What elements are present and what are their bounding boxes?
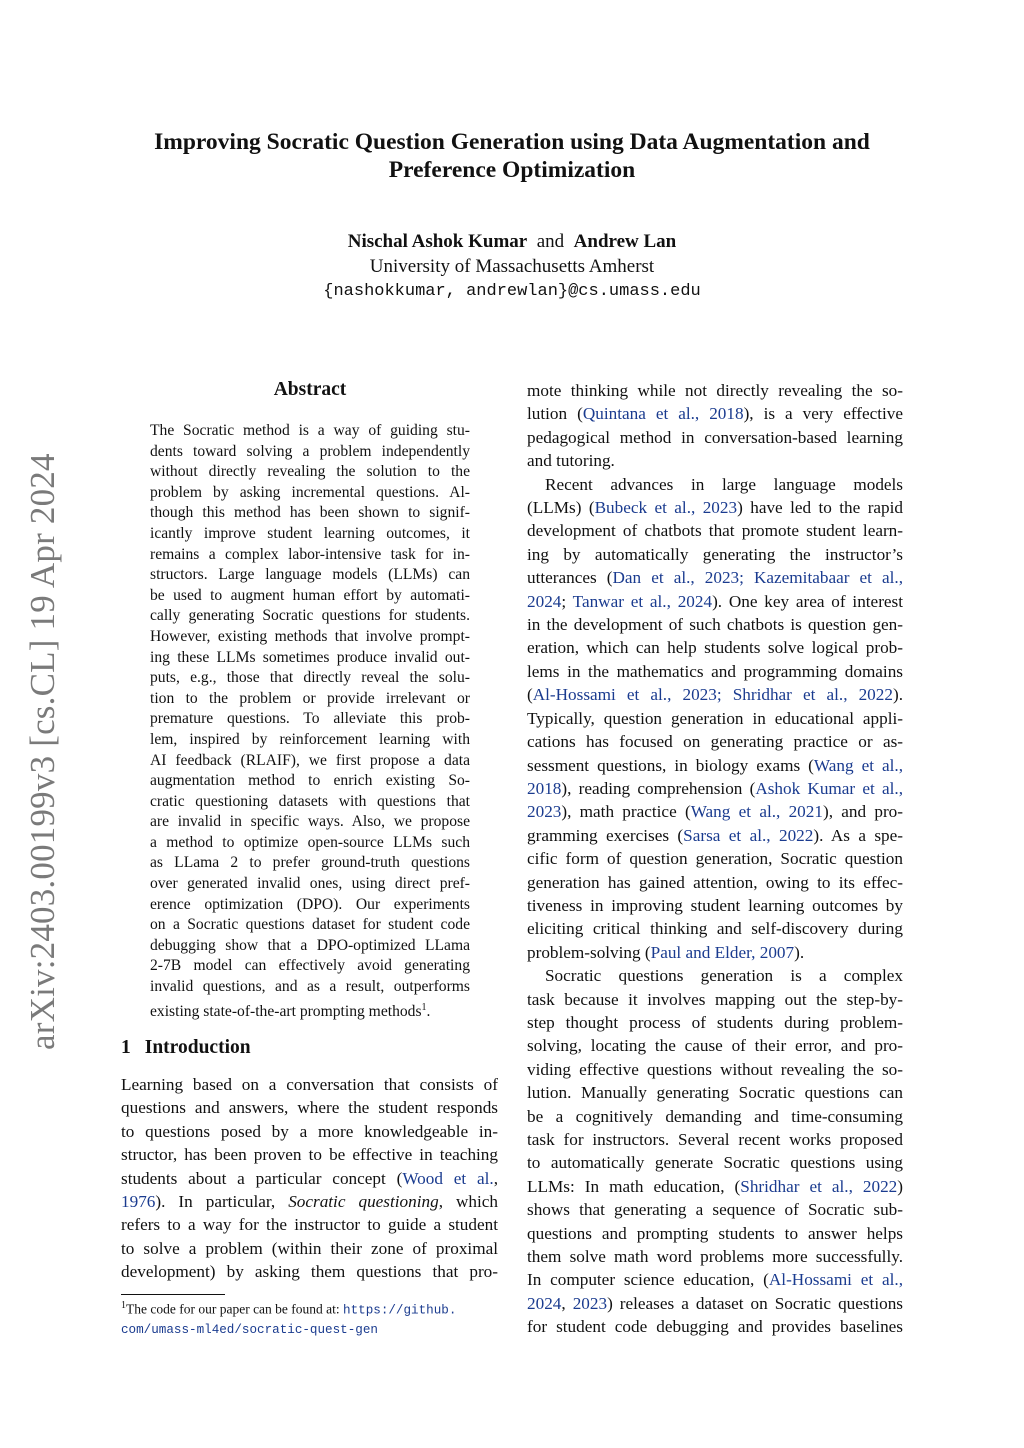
- text-line: [527, 824, 903, 847]
- text-line: [527, 1034, 903, 1057]
- text-run: In computer science education, (: [527, 1270, 769, 1290]
- abstract-line: problem by asking incremental questions. Al-: [150, 483, 470, 501]
- text-line: [527, 707, 903, 730]
- text-run: , which: [438, 1192, 498, 1212]
- text-line: [527, 777, 903, 800]
- abstract-line: augmentation method to enrich existing So-: [150, 772, 470, 790]
- text-line: [527, 1128, 903, 1151]
- citation-link[interactable]: 1976: [121, 1192, 156, 1212]
- abstract-last-line: [150, 998, 470, 1023]
- text-line: [527, 988, 903, 1011]
- abstract-heading: Abstract: [273, 379, 347, 400]
- author-1: Nischal Ashok Kumar: [347, 231, 528, 252]
- text-line: [527, 964, 903, 987]
- text-run: questions and prompting students to answer helps: [527, 1223, 903, 1243]
- abstract-line: a method to optimize open-source LLMs such: [150, 833, 470, 851]
- text-run: ).: [794, 942, 805, 962]
- text-line: [527, 496, 903, 519]
- text-line: [121, 1073, 498, 1096]
- text-line: [527, 1245, 903, 1268]
- text-line: [527, 1222, 903, 1245]
- footnote: [121, 1297, 501, 1339]
- text-line: [121, 1213, 498, 1236]
- text-run: ) releases a dataset on Socratic questions: [607, 1293, 903, 1313]
- text-run: shows that generating a sequence of Socratic sub-: [527, 1200, 903, 1220]
- text-run: ), math practice (: [561, 802, 691, 822]
- citation-link[interactable]: Wang et al., 2021: [690, 802, 823, 822]
- abstract-line: are invalid in specific ways. Also, we propose: [150, 813, 470, 831]
- text-run: be a cognitively demanding and time-consuming: [527, 1106, 903, 1126]
- paper-title: [100, 128, 924, 184]
- text-run: eration, which can help students solve logical prob-: [527, 638, 903, 658]
- title-line-1: Improving Socratic Question Generation using Data Augmentation and: [154, 129, 870, 155]
- text-run: ): [897, 1176, 903, 1196]
- footnote-text: The code for our paper can be found at:: [126, 1301, 344, 1317]
- author-names: [100, 229, 924, 254]
- text-run: tiveness in improving student learning outcomes by: [527, 895, 903, 915]
- text-line: [527, 1268, 903, 1291]
- text-run: development) by asking them questions that pro-: [121, 1262, 498, 1282]
- citation-link[interactable]: Al-Hossami et al.,: [768, 1270, 903, 1290]
- author-conjunction: and: [536, 231, 565, 252]
- abstract-line: cally generating Socratic questions for students.: [150, 607, 470, 625]
- abstract-line: on a Socratic questions dataset for student code: [150, 916, 470, 934]
- text-run: cific form of question generation, Socratic question: [527, 849, 903, 869]
- text-line: [527, 894, 903, 917]
- text-run: (LLMs) (: [527, 498, 595, 518]
- text-line: [527, 1151, 903, 1174]
- text-run: ), and pro-: [822, 802, 903, 822]
- text-run: to solve a problem (within their zone of proximal: [121, 1238, 498, 1258]
- intro-right-column: [527, 379, 903, 1339]
- text-line: [527, 847, 903, 870]
- text-line: [527, 871, 903, 894]
- text-run: ). One key area of interest: [712, 591, 904, 611]
- text-run: ;: [561, 591, 573, 611]
- text-run: development of chatbots that promote student learn-: [527, 521, 903, 541]
- text-line: [527, 683, 903, 706]
- text-run: step thought process of students during problem-: [527, 1012, 903, 1032]
- citation-link[interactable]: Ashok Kumar et al.,: [755, 778, 903, 798]
- text-line: [527, 730, 903, 753]
- text-run: (: [527, 685, 533, 705]
- text-line: [527, 426, 903, 449]
- abstract-line: as LLama 2 to prefer ground-truth questions: [150, 854, 470, 872]
- code-url-part-1[interactable]: https://github.: [343, 1303, 457, 1318]
- text-run: Learning based on a conversation that consists of: [121, 1075, 498, 1094]
- text-run: sessment questions, in biology exams (: [527, 755, 814, 775]
- text-run: gramming exercises (: [527, 825, 684, 845]
- text-run: Typically, question generation in educational appli-: [527, 708, 903, 728]
- text-line: [527, 917, 903, 940]
- text-line: [121, 1237, 498, 1260]
- citation-link[interactable]: Sarsa et al., 2022: [683, 825, 814, 845]
- footnote-mark: 1: [121, 1300, 126, 1311]
- citation-link[interactable]: 2024: [527, 1293, 562, 1313]
- text-run: lution (: [527, 404, 583, 424]
- abstract-line: icantly improve student learning outcomes, it: [150, 524, 470, 542]
- text-run: to automatically generate Socratic questions using: [527, 1153, 903, 1173]
- abstract-line: The Socratic method is a way of guiding stu-: [150, 422, 470, 439]
- citation-link[interactable]: Tanwar et al., 2024: [572, 591, 713, 611]
- abstract-line: erence optimization (DPO). Our experiments: [150, 895, 470, 913]
- text-line: [527, 1315, 903, 1338]
- text-run: structor, has been proven to be effective in teaching: [121, 1145, 498, 1165]
- text-run: questions and answers, where the student responds: [121, 1098, 498, 1118]
- footnote-rule: [121, 1294, 225, 1295]
- section-number: 1: [121, 1037, 131, 1058]
- text-run: students about a particular concept (: [121, 1168, 403, 1188]
- text-line: [527, 1081, 903, 1104]
- abstract-line: cratic questioning datasets with questions that: [150, 792, 470, 810]
- citation-link[interactable]: 2023: [527, 802, 562, 822]
- text-line: [121, 1120, 498, 1143]
- citation-link[interactable]: 2024: [527, 591, 562, 611]
- text-run: lution. Manually generating Socratic questions can: [527, 1083, 903, 1103]
- text-run: and tutoring.: [527, 451, 615, 471]
- text-line: [527, 543, 903, 566]
- text-run: task because it involves mapping out the step-by-: [527, 989, 903, 1009]
- text-run: utterances (: [527, 568, 613, 588]
- text-line: [527, 941, 903, 964]
- text-line: [121, 1096, 498, 1119]
- text-line: [527, 613, 903, 636]
- text-run: in the development of such chatbots is question gen-: [527, 615, 903, 635]
- text-line: [527, 1011, 903, 1034]
- text-run: task for instructors. Several recent works proposed: [527, 1130, 903, 1149]
- text-run: refers to a way for the instructor to guide a student: [121, 1215, 498, 1235]
- text-run: ), is a very effective: [743, 404, 903, 424]
- emphasis-text: Socratic questioning: [288, 1192, 439, 1212]
- text-run: ). As a spe-: [813, 825, 903, 845]
- text-line: [527, 519, 903, 542]
- abstract-line: ing these LLMs sometimes produce invalid out-: [150, 648, 470, 666]
- text-line: [527, 754, 903, 777]
- text-run: viding effective questions without revealing the so-: [527, 1059, 903, 1079]
- citation-link[interactable]: 2023: [572, 1293, 608, 1313]
- text-run: them solve math word problems more successfully.: [527, 1247, 903, 1267]
- abstract-line: debugging show that a DPO-optimized LLama: [150, 936, 470, 954]
- text-run: ).: [892, 685, 903, 705]
- affiliation: University of Massachusetts Amherst: [369, 256, 655, 277]
- citation-link[interactable]: Shridhar et al., 2022: [740, 1176, 898, 1196]
- text-run: ). In particular,: [155, 1192, 289, 1212]
- text-run: cations has focused on generating practice or as-: [527, 732, 903, 752]
- citation-link[interactable]: Wood et al.: [402, 1168, 494, 1188]
- text-line: [527, 590, 903, 613]
- abstract-line: dents toward solving a problem independently: [150, 442, 470, 460]
- abstract-line: over generated invalid ones, using direct pref-: [150, 875, 470, 893]
- abstract-line: without directly revealing the solution to the: [150, 463, 470, 481]
- author-2: Andrew Lan: [573, 231, 677, 252]
- text-line: [527, 1105, 903, 1128]
- abstract-line: structors. Large language models (LLMs) can: [150, 566, 470, 584]
- text-run: ) have led to the rapid: [737, 498, 904, 518]
- abstract-line: invalid questions, and as a result, outperforms: [150, 978, 470, 996]
- abstract-line: AI feedback (RLAIF), we first propose a data: [150, 751, 470, 769]
- text-line: [527, 1292, 903, 1315]
- code-url-part-2[interactable]: com/umass-ml4ed/socratic-quest-gen: [121, 1322, 378, 1337]
- text-line: [121, 1167, 498, 1190]
- text-run: to questions posed by a more knowledgeable in-: [121, 1121, 498, 1141]
- footnote-ref[interactable]: 1: [421, 1001, 427, 1013]
- abstract-line: though this method has been shown to signif-: [150, 504, 470, 522]
- text-run: eliciting critical thinking and self-discovery during: [527, 919, 903, 939]
- abstract-line: be used to augment human effort by automati-: [150, 586, 470, 604]
- text-run: solving, locating the cause of their error, and pro-: [527, 1036, 903, 1056]
- section-heading-introduction: [121, 1037, 251, 1059]
- abstract-line: remains a complex labor-intensive task for in-: [150, 545, 470, 563]
- citation-link[interactable]: 2018: [527, 778, 562, 798]
- abstract-line: lem, inspired by reinforcement learning with: [150, 730, 470, 748]
- text-line: [527, 1058, 903, 1081]
- abstract-line: puts, e.g., those that directly reveal the solu-: [150, 669, 470, 687]
- text-run: Socratic questions generation is a complex: [545, 966, 903, 986]
- text-run: generation has gained attention, owing to its effec-: [527, 872, 903, 892]
- abstract-last-punct: .: [426, 1002, 431, 1020]
- text-line: [527, 473, 903, 496]
- text-line: [527, 379, 903, 402]
- text-line: [121, 1143, 498, 1166]
- abstract-line: However, existing methods that involve prompt-: [150, 627, 470, 645]
- text-line: [527, 1175, 903, 1198]
- text-line: [121, 1260, 498, 1283]
- intro-left-column: [121, 1073, 498, 1284]
- citation-link[interactable]: Dan et al., 2023; Kazemitabaar et al.,: [612, 568, 904, 588]
- text-line: [527, 660, 903, 683]
- abstract-body: [150, 421, 470, 1022]
- text-run: ing by automatically generating the instructor’s: [527, 544, 903, 564]
- text-run: ), reading comprehension (: [561, 778, 756, 798]
- citation-link[interactable]: Paul and Elder, 2007: [650, 942, 795, 962]
- citation-link[interactable]: Wang et al.,: [813, 755, 903, 775]
- text-run: lems in the mathematics and programming domains: [527, 661, 903, 681]
- text-line: [527, 1198, 903, 1221]
- text-line: [527, 566, 903, 589]
- title-line-2: Preference Optimization: [388, 157, 636, 183]
- abstract-last-text: existing state-of-the-art prompting methods: [150, 1002, 422, 1020]
- text-run: Recent advances in large language models: [545, 474, 903, 494]
- citation-link[interactable]: Quintana et al., 2018: [582, 404, 744, 424]
- abstract-line: 2-7B model can effectively avoid generating: [150, 957, 470, 975]
- abstract-line: premature questions. To alleviate this prob-: [150, 710, 470, 728]
- abstract-line: tion to the problem or provide irrelevant or: [150, 689, 470, 707]
- text-line: [527, 449, 903, 472]
- text-run: for student code debugging and provides baselines: [527, 1317, 903, 1337]
- section-title: Introduction: [144, 1037, 251, 1058]
- text-run: LLMs: In math education, (: [527, 1176, 741, 1196]
- text-line: [527, 402, 903, 425]
- text-run: ,: [561, 1293, 573, 1313]
- text-run: pedagogical method in conversation-based learning: [527, 427, 903, 447]
- citation-link[interactable]: Bubeck et al., 2023: [594, 498, 738, 518]
- arxiv-identifier: arXiv:2403.00199v3 [cs.CL] 19 Apr 2024: [23, 453, 62, 1050]
- author-email: {nashokkumar, andrewlan}@cs.umass.edu: [323, 282, 701, 301]
- text-line: [121, 1190, 498, 1213]
- text-run: ,: [493, 1168, 498, 1188]
- text-line: [527, 800, 903, 823]
- text-run: problem-solving (: [527, 942, 651, 962]
- citation-link[interactable]: Al-Hossami et al., 2023; Shridhar et al., 2022: [532, 685, 893, 705]
- author-block: [100, 229, 924, 304]
- text-line: [527, 636, 903, 659]
- text-run: mote thinking while not directly revealing the so-: [527, 381, 903, 400]
